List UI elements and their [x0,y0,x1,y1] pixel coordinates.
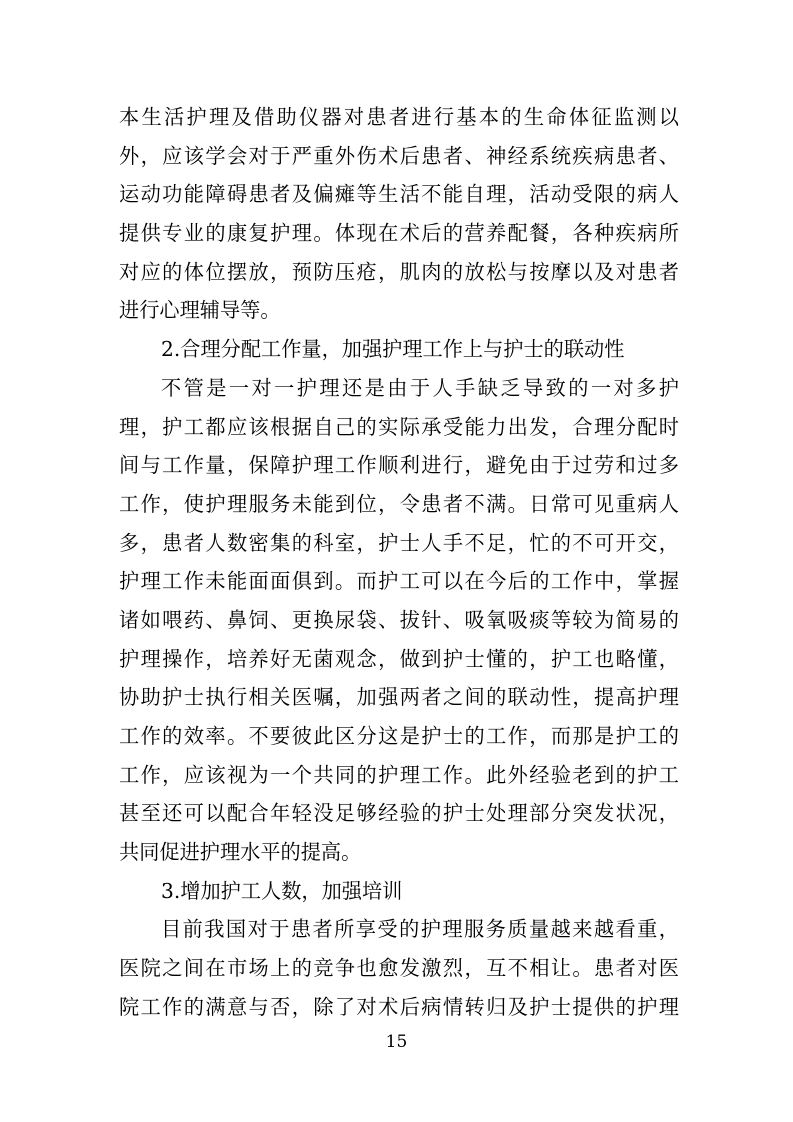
text-line: 工作的效率。不要彼此区分这是护士的工作，而那是护工的 [119,724,679,748]
text-line: 多，患者人数密集的科室，护士人手不足，忙的不可开交， [119,530,679,555]
text-line: 本生活护理及借助仪器对患者进行基本的生命体征监测以 [119,105,679,129]
section-heading: 3.增加护工人数，加强培训 [161,878,403,903]
text-line: 工作，使护理服务未能到位，令患者不满。日常可见重病人 [119,491,679,516]
text-line: 医院之间在市场上的竞争也愈发激烈，互不相让。患者对医 [119,956,679,981]
body-text [119,98,679,1027]
text-line: 护理操作，培养好无菌观念，做到护士懂的，护工也略懂， [119,646,679,671]
page-number: 15 [385,1032,408,1052]
text-line: 甚至还可以配合年轻没足够经验的护士处理部分突发状况， [119,801,679,826]
text-line: 诸如喂药、鼻饲、更换尿袋、拔针、吸氧吸痰等较为简易的 [119,607,679,632]
text-line: 目前我国对于患者所享受的护理服务质量越来越看重， [161,917,679,942]
text-line: 协助护士执行相关医嘱，加强两者之间的联动性，提高护理 [119,685,679,710]
text-line: 进行心理辅导等。 [119,298,281,323]
text-line: 不管是一对一护理还是由于人手缺乏导致的一对多护 [161,375,679,400]
section-heading: 2.合理分配工作量，加强护理工作上与护士的联动性 [161,337,625,362]
text-line: 共同促进护理水平的提高。 [119,840,362,865]
text-line: 理，护工都应该根据自己的实际承受能力出发，合理分配时 [119,414,679,439]
text-line: 运动功能障碍患者及偏瘫等生活不能自理，活动受限的病人 [119,182,679,207]
text-line: 院工作的满意与否，除了对术后病情转归及护士提供的护理 [119,994,679,1019]
text-line: 工作，应该视为一个共同的护理工作。此外经验老到的护工 [119,762,679,787]
text-line: 对应的体位摆放，预防压疮，肌肉的放松与按摩以及对患者 [119,259,679,284]
text-line: 提供专业的康复护理。体现在术后的营养配餐，各种疾病所 [119,221,679,246]
text-line: 间与工作量，保障护理工作顺利进行，避免由于过劳和过多 [119,453,679,478]
text-line: 外，应该学会对于严重外伤术后患者、神经系统疾病患者、 [119,143,679,168]
text-line: 护理工作未能面面俱到。而护工可以在今后的工作中，掌握 [119,569,679,594]
